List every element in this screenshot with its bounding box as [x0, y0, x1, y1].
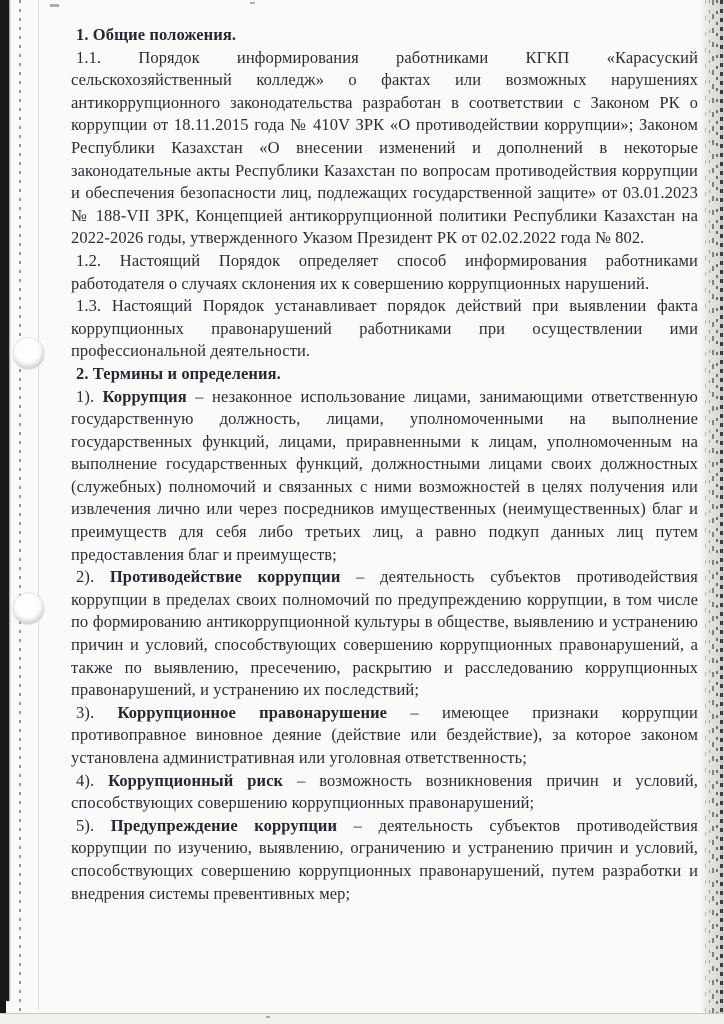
- text-run: 2).: [76, 567, 110, 587]
- scan-speck: [250, 2, 255, 4]
- perforation-line: [19, 0, 21, 1024]
- scan-speck: [50, 4, 59, 7]
- term-bold-run: Коррупционное правонарушение: [117, 702, 388, 722]
- paragraph: [71, 770, 698, 815]
- term-bold-run: Коррупционный риск: [108, 770, 284, 790]
- scan-speck: [266, 1016, 270, 1018]
- text-run: 1.2. Настоящий Порядок определяет способ информирования работниками работодателя о случаях склонения их к совершению коррупционных нарушений.: [71, 250, 698, 293]
- term-bold-run: Предупреждение коррупции: [110, 815, 338, 835]
- punch-hole: [13, 593, 44, 624]
- paragraph: [71, 250, 698, 295]
- paragraph: [71, 702, 698, 770]
- page-stack-edge-band: [700, 0, 724, 1024]
- edge-speckle-streak: [712, 0, 714, 1024]
- text-run: 5).: [76, 815, 111, 835]
- text-run: 4).: [76, 770, 109, 790]
- text-run: – деятельность субъектов противодействия коррупции в пределах своих полномочий по предупреждению коррупции, в том числе по формированию антикоррупционной культуры в обществе, выявлению и устранению причин и условий, способствующих совершению коррупционных правонарушений, а также по выявлению, пресечению, раскрытию и расследованию коррупционных правонарушений, и устранению их последствий;: [71, 567, 698, 700]
- section-heading: 1. Общие положения.: [76, 25, 237, 44]
- term-bold-run: Противодействие коррупции: [109, 567, 341, 587]
- paragraph: [71, 815, 698, 905]
- text-run: 3).: [76, 702, 118, 722]
- fold-crease-line: [38, 0, 39, 1010]
- text-run: 1).: [76, 386, 103, 406]
- text-run: 1.1. Порядок информирования работниками КГКП «Карасуский сельскохозяйственный колледж» о фактах или возможных нарушениях антикоррупционного законодательства разработан в соответствии с Законом РК о коррупции от 18.11.2015 года № 410V ЗРК «О противодействии коррупции»; Законом Республики Казахстан «О внесении изменений и дополнений в некоторые законодательные акты Республики Казахстан по вопросам противодействия коррупции и обеспечения безопасности лиц, подлежащих государственной защите» от 03.01.2023 № 188-VII ЗРК, Концепцией антикоррупционной политики Республики Казахстан на 2022-2026 годы, утвержденного Указом Президент РК от 02.02.2022 года № 802.: [71, 47, 698, 248]
- text-run: – незаконное использование лицами, занимающими ответственную государственную должность, лицами, уполномоченными на выполнение государственных функций, лицами, приравненными к лицам, уполномоченным на выполнение государственных функций, должностными лицами своих должностных (служебных) полномочий и связанных с ними возможностей в целях получения или извлечения лично или через посредников имущественных (неимущественных) благ и преимуществ для себя либо третьих лиц, а равно подкуп данных лиц путем предоставления благ и преимуществ;: [71, 386, 698, 564]
- bottom-page-edge-strip: [0, 1014, 724, 1024]
- edge-speckle-streak: [716, 0, 718, 1024]
- text-run: 1.3. Настоящий Порядок устанавливает порядок действий при выявлении факта коррупционных правонарушений работниками при осуществлении ими профессиональной деятельности.: [71, 296, 698, 361]
- edge-speckle-streak: [705, 0, 706, 1024]
- binder-spine: [0, 0, 9, 1001]
- edge-speckle-streak: [709, 0, 710, 1024]
- paragraph: [71, 566, 698, 702]
- term-bold-run: Коррупция: [102, 386, 187, 406]
- edge-speckle-streak: [720, 0, 723, 1024]
- text-run: – имеющее признаки коррупции противоправное виновное деяние (действие или бездействие), за которое законом установлена административная или уголовная ответственность;: [71, 702, 698, 767]
- punch-hole: [13, 338, 44, 369]
- text-run: – деятельность субъектов противодействия коррупции по изучению, выявлению, ограничению и устранению причин и условий, способствующих совершению коррупционных правонарушений, путем разработки и внедрения системы превентивных мер;: [71, 815, 698, 903]
- document-text: [71, 24, 698, 905]
- paragraph: [71, 47, 698, 250]
- section-heading: 2. Термины и определения.: [76, 363, 281, 383]
- text-run: – возможность возникновения причин и условий, способствующих совершению коррупционных правонарушений;: [71, 770, 698, 813]
- paragraph: [71, 295, 698, 363]
- paragraph: [71, 386, 698, 567]
